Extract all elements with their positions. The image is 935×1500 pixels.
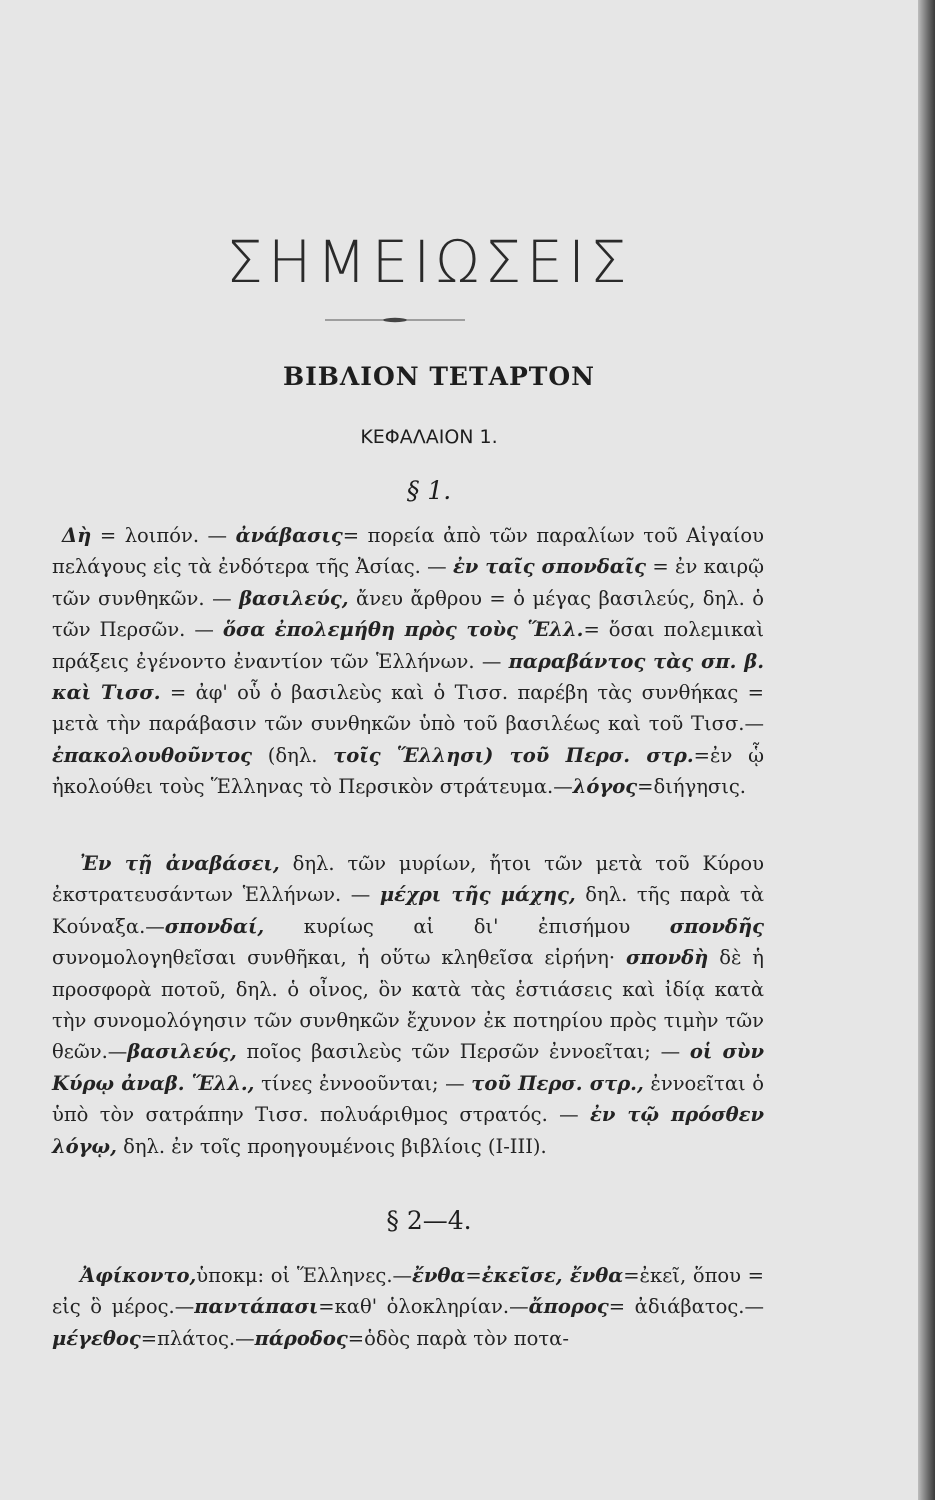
gloss-text: δηλ. τῶν μυρίων, ἤτοι τῶν μετὰ τοῦ Κύρου ἐκστρατευσάντων Ἑλλήνων. — — [52, 852, 765, 907]
gloss-text: = λοιπόν. — — [91, 524, 236, 547]
gloss-text: = ἀφ' οὗ ὁ βασιλεὺς καὶ ὁ Τισσ. παρέβη τὰς συνθήκας = μετὰ τὴν παράβασιν τῶν συνθηκῶν ὑπὸ τοῦ βασιλέως καὶ τοῦ Τισσ.— — [52, 681, 764, 736]
section-2-4-heading: § 2—4. — [386, 1206, 472, 1235]
lemma-term: σπονδὴ — [625, 946, 709, 970]
lemma-term: τοῖς Ἕλλησι) τοῦ Περσ. στρ. — [333, 743, 694, 767]
page-edge-shadow — [918, 0, 935, 1500]
gloss-text: ἐννοεῖται ὁ ὑπὸ τὸν σατράπην Τισσ. πολυάριθμος στρατός. — — [52, 1071, 764, 1127]
lemma-term: οἱ σὺν Κύρῳ ἀναβ. Ἕλλ., — [52, 1040, 764, 1095]
gloss-text: δηλ. τῆς παρὰ τὰ Κούναξα.— — [52, 883, 764, 938]
book-title: ΒΙΒΛΙΟΝ ΤΕΤΑΡΤΟΝ — [282, 362, 596, 391]
lemma-term: τοῦ Περσ. στρ., — [471, 1071, 644, 1095]
gloss-text: κυρίως αἱ δι' ἐπισήμου — [264, 914, 670, 938]
lemma-term: λόγος — [572, 775, 638, 799]
lemma-term: σπονδῆς — [669, 914, 764, 938]
chapter-heading: ΚΕΦΑΛΑΙΟΝ 1. — [360, 426, 498, 448]
lemma-term: πάροδος — [254, 1326, 348, 1350]
lemma-term: μέχρι τῆς μάχης, — [379, 883, 576, 907]
gloss-text: ἄνευ ἄρθρου = ὁ μέγας βασιλεύς, δηλ. ὁ τῶν Περσῶν. — — [52, 586, 764, 642]
paragraph-3 — [52, 1260, 764, 1354]
gloss-text: δηλ. ἐν τοῖς προηγουμένοις βιβλίοις (I-III). — [116, 1134, 547, 1158]
gloss-text: τίνες ἐννοοῦνται; — — [254, 1071, 472, 1095]
gloss-text: = ἐν καιρῷ τῶν συνθηκῶν. — — [52, 555, 765, 610]
gloss-text: =διήγησις. — [637, 775, 746, 799]
gloss-text: =πλάτος.— — [140, 1326, 255, 1350]
gloss-text: =ἐν ᾧ ἠκολούθει τοὺς Ἕλληνας τὸ Περσικὸν στράτευμα.— — [52, 743, 764, 799]
lemma-term: Δὴ — [62, 524, 92, 547]
lemma-term: ἐν τῷ πρόσθεν λόγῳ, — [52, 1103, 764, 1158]
gloss-text: =ἐκεῖ, ὅπου = εἰς ὃ μέρος.— — [52, 1264, 764, 1319]
lemma-term: ἔνθα — [412, 1264, 466, 1287]
lemma-term: βασιλεύς, — [239, 586, 349, 610]
gloss-text: συνομολογηθεῖσαι συνθῆκαι, ἡ οὕτω κληθεῖσα εἰρήνη· — [52, 946, 626, 970]
title-rule-ornament — [325, 316, 465, 324]
lemma-term: μέγεθος — [52, 1326, 141, 1350]
gloss-text: δὲ ἡ προσφορὰ ποτοῦ, δηλ. ὁ οἶνος, ὃν κατὰ τὰς ἑστιάσεις καὶ ἰδίᾳ κατὰ τὴν συνομολόγησιν τῶν συνθηκῶν ἔχυνον ἐκ ποτηρίου πρὸς τιμὴν τῶν θεῶν.— — [52, 946, 764, 1064]
gloss-text: =ὁδὸς παρὰ τὸν ποτα- — [347, 1326, 569, 1350]
lemma-term: σπονδαί, — [164, 914, 265, 938]
lemma-term: ὅσα ἐπολεμήθη πρὸς τοὺς Ἕλλ. — [222, 618, 584, 642]
lemma-term: βασιλεύς, — [127, 1040, 237, 1064]
lemma-term: ἐπακολουθοῦντος — [52, 743, 253, 767]
lemma-term: παντάπασι — [194, 1295, 319, 1319]
section-1-heading: § 1. — [406, 476, 452, 505]
lemma-term: ἐκεῖσε, ἔνθα — [481, 1264, 624, 1287]
gloss-text: = ὅσαι πολεμικαὶ πράξεις ἐγένοντο ἐναντίον τῶν Ἑλλήνων. — — [52, 618, 764, 673]
gloss-text: ποῖος βασιλεὺς τῶν Περσῶν ἐννοεῖται; — — [236, 1040, 690, 1064]
gloss-text: = — [465, 1264, 482, 1287]
lemma-term: ἄπορος — [528, 1295, 609, 1319]
gloss-text: = πορεία ἀπὸ τῶν παραλίων τοῦ Αἰγαίου πελάγους εἰς τὰ ἐνδότερα τῆς Ἀσίας. — — [52, 524, 764, 579]
lemma-term: Ἐν τῇ ἀναβάσει, — [80, 852, 280, 875]
lemma-term: Ἀφίκοντο, — [80, 1264, 197, 1287]
paragraph-1 — [52, 520, 764, 803]
lemma-term: ἐν ταῖς σπονδαῖς — [452, 555, 647, 579]
lemma-term: ἀνάβασις — [235, 524, 343, 547]
lemma-term: παραβάντος τὰς σπ. β. καὶ Τισσ. — [52, 649, 765, 705]
gloss-text: = ἀδιάβατος.— — [608, 1295, 764, 1319]
gloss-text: =καθ' ὁλοκληρίαν.— — [318, 1295, 529, 1319]
gloss-text: (δηλ. — [252, 743, 334, 767]
gloss-text: ὑποκμ: οἱ Ἕλληνες.— — [196, 1264, 413, 1287]
paragraph-2 — [52, 848, 764, 1162]
main-title: ΣΗΜΕΙΩΣΕΙΣ — [226, 228, 632, 296]
